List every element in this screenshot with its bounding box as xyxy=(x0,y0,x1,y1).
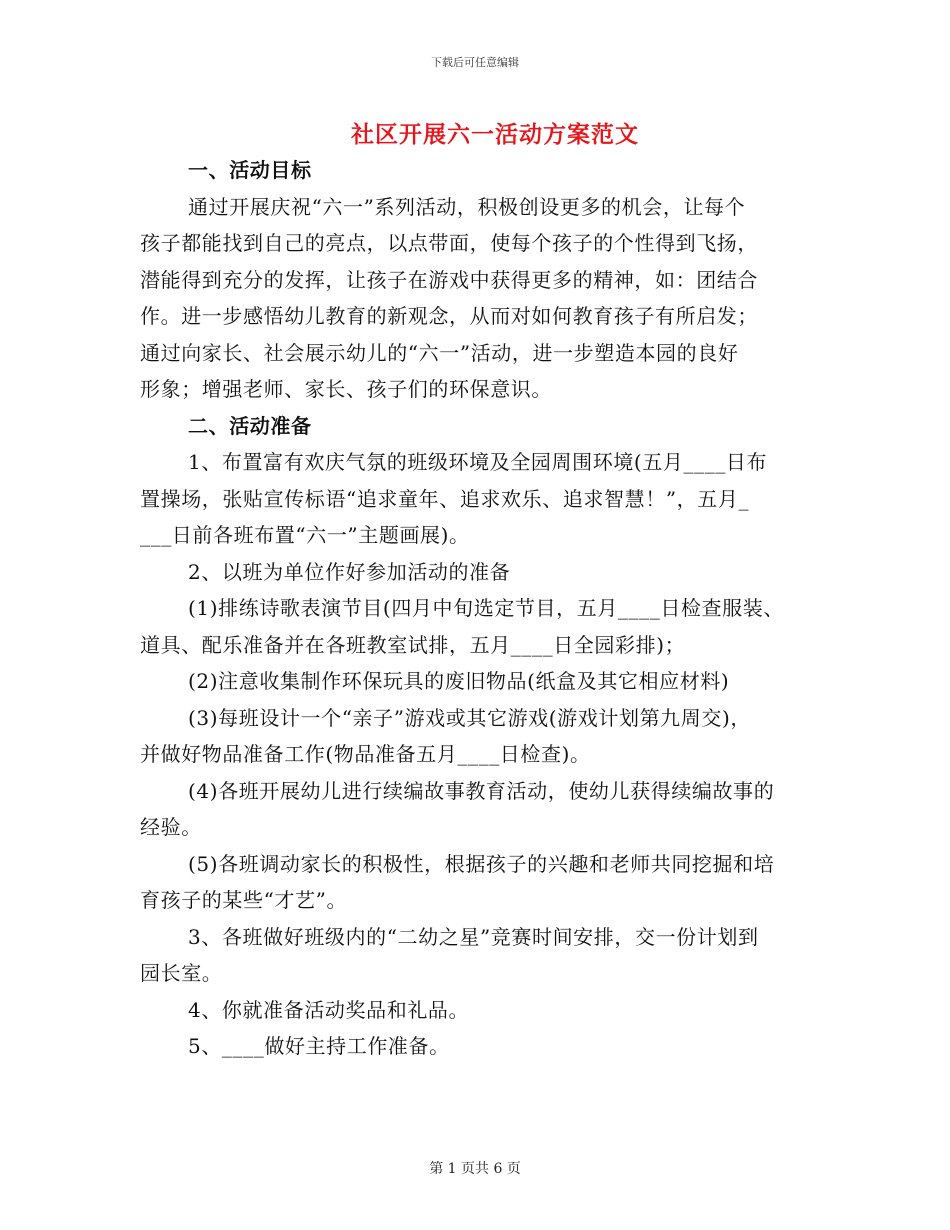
paragraph-line: 潜能得到充分的发挥，让孩子在游戏中获得更多的精神，如：团结合 xyxy=(140,267,758,292)
paragraph-line: 道具、配乐准备并在各班教室试排，五月____日全园彩排)； xyxy=(140,632,686,657)
paragraph-line: 5、____做好主持工作准备。 xyxy=(188,1034,450,1058)
section-heading: 一、活动目标 xyxy=(188,158,312,182)
section-heading: 二、活动准备 xyxy=(188,413,312,438)
paragraph-line: 园长室。 xyxy=(140,961,223,985)
page-footer: 第 1 页共 6 页 xyxy=(429,1161,521,1177)
paragraph-line: 通过向家长、社会展示幼儿的“六一”活动，进一步塑造本园的良好 xyxy=(140,340,739,365)
paragraph-line: ___日前各班布置“六一”主题画展)。 xyxy=(140,523,470,547)
paragraph-line: 1、布置富有欢庆气氛的班级环境及全园周围环境(五月____日布 xyxy=(188,450,768,474)
paragraph-line: 经验。 xyxy=(140,815,202,839)
paragraph-line: (2)注意收集制作环保玩具的废旧物品(纸盒及其它相应材料) xyxy=(188,669,730,693)
header-note: 下载后可任意编辑 xyxy=(431,56,519,69)
paragraph-line: (5)各班调动家长的积极性，根据孩子的兴趣和老师共同挖掘和培 xyxy=(188,851,775,876)
paragraph-line: 通过开展庆祝“六一”系列活动，积极创设更多的机会，让每个 xyxy=(188,194,746,219)
paragraph-line: 2、以班为单位作好参加活动的准备 xyxy=(188,559,511,584)
document-title: 社区开展六一活动方案范文 xyxy=(351,121,639,148)
document-body xyxy=(140,152,812,1065)
paragraph-line: 置操场，张贴宣传标语“追求童年、追求欢乐、追求智慧！”，五月_ xyxy=(140,486,750,511)
paragraph-line: (4)各班开展幼儿进行续编故事教育活动，使幼儿获得续编故事的 xyxy=(188,778,775,803)
paragraph-line: 并做好物品准备工作(物品准备五月____日检查)。 xyxy=(140,742,591,766)
paragraph-line: (1)排练诗歌表演节目(四月中旬选定节目，五月____日检查服装、 xyxy=(188,596,784,620)
paragraph-line: 3、各班做好班级内的“二幼之星”竞赛时间安排，交一份计划到 xyxy=(188,924,759,949)
paragraph-line: 育孩子的某些“才艺”。 xyxy=(140,888,348,912)
paragraph-line: (3)每班设计一个“亲子”游戏或其它游戏(游戏计划第九周交)， xyxy=(188,705,751,730)
paragraph-line: 4、你就准备活动奖品和礼品。 xyxy=(188,997,470,1022)
paragraph-line: 作。进一步感悟幼儿教育的新观念，从而对如何教育孩子有所启发； xyxy=(140,304,758,328)
paragraph-line: 形象；增强老师、家长、孩子们的环保意识。 xyxy=(140,377,552,401)
paragraph-line: 孩子都能找到自己的亮点，以点带面，使每个孩子的个性得到飞扬， xyxy=(140,231,758,255)
